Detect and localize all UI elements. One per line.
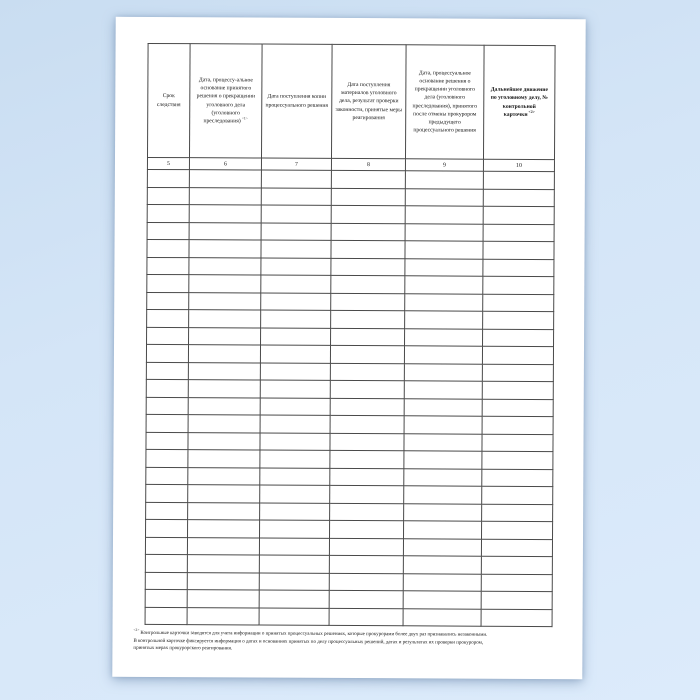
empty-cell	[483, 171, 554, 189]
column-header-9	[405, 45, 484, 159]
column-header-10	[483, 45, 555, 159]
table-row	[147, 257, 554, 277]
empty-cell	[330, 363, 404, 381]
empty-cell	[482, 399, 553, 417]
empty-cell	[330, 433, 404, 451]
empty-cell	[331, 275, 405, 293]
empty-cell	[188, 502, 260, 520]
empty-cell	[482, 504, 553, 522]
empty-cell	[146, 449, 188, 467]
empty-cell	[483, 276, 554, 294]
column-header-8	[331, 44, 406, 158]
empty-cell	[145, 554, 187, 572]
empty-cell	[405, 311, 483, 329]
table-row	[146, 397, 553, 417]
empty-cell	[147, 274, 189, 292]
column-header-6	[189, 44, 262, 158]
column-number-7: 7	[261, 158, 331, 170]
empty-cell	[188, 415, 260, 433]
empty-cell	[189, 292, 261, 310]
empty-cell	[403, 538, 481, 556]
empty-cell	[146, 502, 188, 520]
empty-cell	[260, 433, 330, 451]
column-number-5: 5	[147, 157, 189, 169]
empty-cell	[404, 346, 482, 364]
table-row	[147, 292, 554, 312]
column-header-10-text: Дальнейшее движение по уголовному делу, № контрольной карточки	[490, 87, 549, 118]
column-number-8: 8	[331, 158, 405, 170]
paper	[112, 17, 585, 679]
empty-cell	[146, 344, 188, 362]
empty-cell	[189, 257, 261, 275]
table-row	[146, 414, 553, 434]
table-row	[146, 432, 553, 452]
empty-cell	[188, 397, 260, 415]
empty-cell	[188, 485, 260, 503]
table-row	[146, 344, 553, 364]
empty-cell	[261, 275, 331, 293]
empty-cell	[260, 503, 330, 521]
empty-cell	[404, 416, 482, 434]
table-row	[146, 449, 553, 469]
empty-cell	[330, 380, 404, 398]
empty-cell	[261, 240, 331, 258]
empty-cell	[260, 415, 330, 433]
table-row	[147, 309, 554, 329]
column-header-9-text: Дата, процессуальное основание решения о прекращении уголовного дела (уголовного преследования), принятого после отмены прокурором предыдущего процессуального решения	[412, 70, 478, 134]
empty-cell	[146, 519, 188, 537]
empty-cell	[145, 589, 187, 607]
empty-cell	[147, 222, 189, 240]
empty-cell	[404, 398, 482, 416]
empty-cell	[189, 310, 261, 328]
empty-cell	[482, 469, 553, 487]
empty-cell	[483, 259, 554, 277]
footnote	[133, 630, 566, 655]
empty-cell	[146, 484, 188, 502]
empty-cell	[189, 170, 261, 188]
empty-cell	[404, 433, 482, 451]
empty-cell	[405, 328, 483, 346]
empty-cell	[329, 573, 403, 591]
empty-cell	[261, 258, 331, 276]
column-header-7-text: Дата поступления копии процессуального решения	[265, 93, 329, 109]
empty-cell	[261, 188, 331, 206]
empty-cell	[331, 310, 405, 328]
empty-cell	[331, 293, 405, 311]
empty-cell	[145, 572, 187, 590]
empty-cell	[329, 555, 403, 573]
empty-cell	[261, 205, 331, 223]
empty-cell	[147, 204, 189, 222]
empty-cell	[145, 607, 187, 625]
table-header	[147, 43, 555, 171]
empty-cell	[189, 205, 261, 223]
empty-cell	[405, 258, 483, 276]
column-number-9: 9	[405, 159, 483, 171]
empty-cell	[189, 327, 261, 345]
table-row	[146, 379, 553, 399]
empty-cell	[483, 206, 554, 224]
empty-cell	[261, 170, 331, 188]
table-row	[145, 537, 552, 557]
empty-cell	[259, 555, 329, 573]
empty-cell	[146, 414, 188, 432]
table-row	[146, 362, 553, 382]
table-row	[146, 519, 553, 539]
empty-cell	[331, 170, 405, 188]
empty-cell	[146, 432, 188, 450]
empty-cell	[146, 379, 188, 397]
empty-cell	[189, 187, 261, 205]
empty-cell	[481, 591, 552, 609]
empty-cell	[404, 451, 482, 469]
empty-cell	[260, 450, 330, 468]
empty-cell	[260, 345, 330, 363]
column-header-8-text: Дата поступления материалов уголовного дела, результат проверки законности, принятые меры реагирования	[335, 82, 403, 121]
table-row	[147, 187, 554, 207]
empty-cell	[145, 537, 187, 555]
empty-cell	[331, 205, 405, 223]
column-header-7	[261, 44, 332, 158]
table-row	[147, 327, 554, 347]
empty-cell	[329, 608, 403, 626]
empty-cell	[329, 590, 403, 608]
footnote-line: В контрольной карточке фиксируется информация о датах и основаниях принятых по делу процессуальных решений, датах и результатах их проверки прокурором,	[133, 638, 484, 646]
table-row	[147, 239, 554, 259]
empty-cell	[147, 239, 189, 257]
table-row	[145, 554, 552, 574]
empty-cell	[403, 608, 481, 626]
empty-cell	[147, 309, 189, 327]
empty-cell	[482, 364, 553, 382]
empty-cell	[331, 240, 405, 258]
empty-cell	[331, 223, 405, 241]
footnote-ref-2: <2>	[528, 109, 535, 114]
empty-cell	[259, 608, 329, 626]
register-table	[145, 43, 556, 627]
empty-cell	[329, 538, 403, 556]
empty-cell	[404, 363, 482, 381]
empty-cell	[483, 189, 554, 207]
table-row	[147, 222, 554, 242]
empty-cell	[405, 206, 483, 224]
table-row	[146, 502, 553, 522]
empty-cell	[481, 574, 552, 592]
empty-cell	[330, 485, 404, 503]
empty-cell	[330, 345, 404, 363]
empty-cell	[483, 241, 554, 259]
column-header-5-text: Срок следствия	[156, 93, 181, 108]
empty-cell	[405, 241, 483, 259]
empty-cell	[482, 381, 553, 399]
empty-cell	[146, 397, 188, 415]
empty-cell	[261, 293, 331, 311]
empty-cell	[482, 434, 553, 452]
table-row	[147, 274, 554, 294]
empty-cell	[259, 573, 329, 591]
empty-cell	[188, 362, 260, 380]
empty-cell	[404, 468, 482, 486]
empty-cell	[261, 328, 331, 346]
empty-cell	[330, 398, 404, 416]
empty-cell	[330, 520, 404, 538]
empty-cell	[147, 292, 189, 310]
column-number-10: 10	[483, 159, 554, 171]
table-row	[146, 484, 553, 504]
empty-cell	[187, 590, 259, 608]
empty-cell	[260, 485, 330, 503]
empty-cell	[482, 346, 553, 364]
empty-cell	[147, 327, 189, 345]
empty-cell	[189, 275, 261, 293]
table-header-row	[147, 43, 555, 159]
empty-cell	[331, 258, 405, 276]
footnote-line: принятых мерах прокурорского реагирования.	[133, 645, 233, 652]
empty-cell	[187, 537, 259, 555]
empty-cell	[403, 573, 481, 591]
empty-cell	[405, 223, 483, 241]
empty-cell	[483, 224, 554, 242]
empty-cell	[188, 467, 260, 485]
empty-cell	[330, 468, 404, 486]
table-row	[145, 589, 552, 609]
empty-cell	[481, 539, 552, 557]
table-row	[147, 204, 554, 224]
footnote-line-text: Контрольные карточки заводятся для учета информации о принятых процессуальных решениях, которые прокурорами более двух раз признавались незаконными.	[140, 630, 488, 638]
column-header-6-text: Дата, процессу-альное основание принятого решения о прекращении уголовного дела (уголовного преследования)	[196, 77, 255, 125]
empty-cell	[260, 363, 330, 381]
empty-cell	[261, 223, 331, 241]
empty-cell	[482, 416, 553, 434]
empty-cell	[483, 311, 554, 329]
empty-cell	[331, 188, 405, 206]
empty-cell	[188, 345, 260, 363]
empty-cell	[403, 591, 481, 609]
empty-cell	[188, 380, 260, 398]
empty-cell	[260, 380, 330, 398]
empty-cell	[260, 468, 330, 486]
empty-cell	[481, 609, 552, 627]
empty-cell	[404, 486, 482, 504]
empty-cell	[188, 450, 260, 468]
empty-cell	[189, 240, 261, 258]
empty-cell	[187, 607, 259, 625]
empty-cell	[482, 486, 553, 504]
empty-cell	[259, 538, 329, 556]
empty-cell	[146, 467, 188, 485]
empty-cell	[260, 398, 330, 416]
column-number-6: 6	[189, 158, 261, 170]
empty-cell	[330, 503, 404, 521]
table-body	[145, 169, 554, 626]
empty-cell	[188, 432, 260, 450]
empty-cell	[403, 556, 481, 574]
empty-cell	[483, 294, 554, 312]
empty-cell	[404, 381, 482, 399]
empty-cell	[330, 450, 404, 468]
empty-cell	[483, 329, 554, 347]
empty-cell	[147, 187, 189, 205]
empty-cell	[405, 188, 483, 206]
empty-cell	[482, 451, 553, 469]
empty-cell	[405, 276, 483, 294]
empty-cell	[259, 590, 329, 608]
empty-cell	[147, 257, 189, 275]
empty-cell	[147, 169, 189, 187]
empty-cell	[261, 310, 331, 328]
table-row	[146, 467, 553, 487]
empty-cell	[405, 171, 483, 189]
empty-cell	[146, 362, 188, 380]
empty-cell	[330, 415, 404, 433]
empty-cell	[260, 520, 330, 538]
empty-cell	[404, 521, 482, 539]
footnote-marker: <2>	[133, 628, 140, 633]
table-row	[145, 572, 552, 592]
empty-cell	[189, 222, 261, 240]
column-header-5	[147, 43, 190, 157]
table-row	[147, 169, 554, 189]
footnote-ref-1: <1>	[241, 116, 248, 121]
empty-cell	[481, 556, 552, 574]
empty-cell	[331, 328, 405, 346]
empty-cell	[187, 572, 259, 590]
empty-cell	[482, 521, 553, 539]
empty-cell	[405, 293, 483, 311]
empty-cell	[188, 520, 260, 538]
empty-cell	[187, 555, 259, 573]
empty-cell	[404, 503, 482, 521]
table-row	[145, 607, 552, 627]
